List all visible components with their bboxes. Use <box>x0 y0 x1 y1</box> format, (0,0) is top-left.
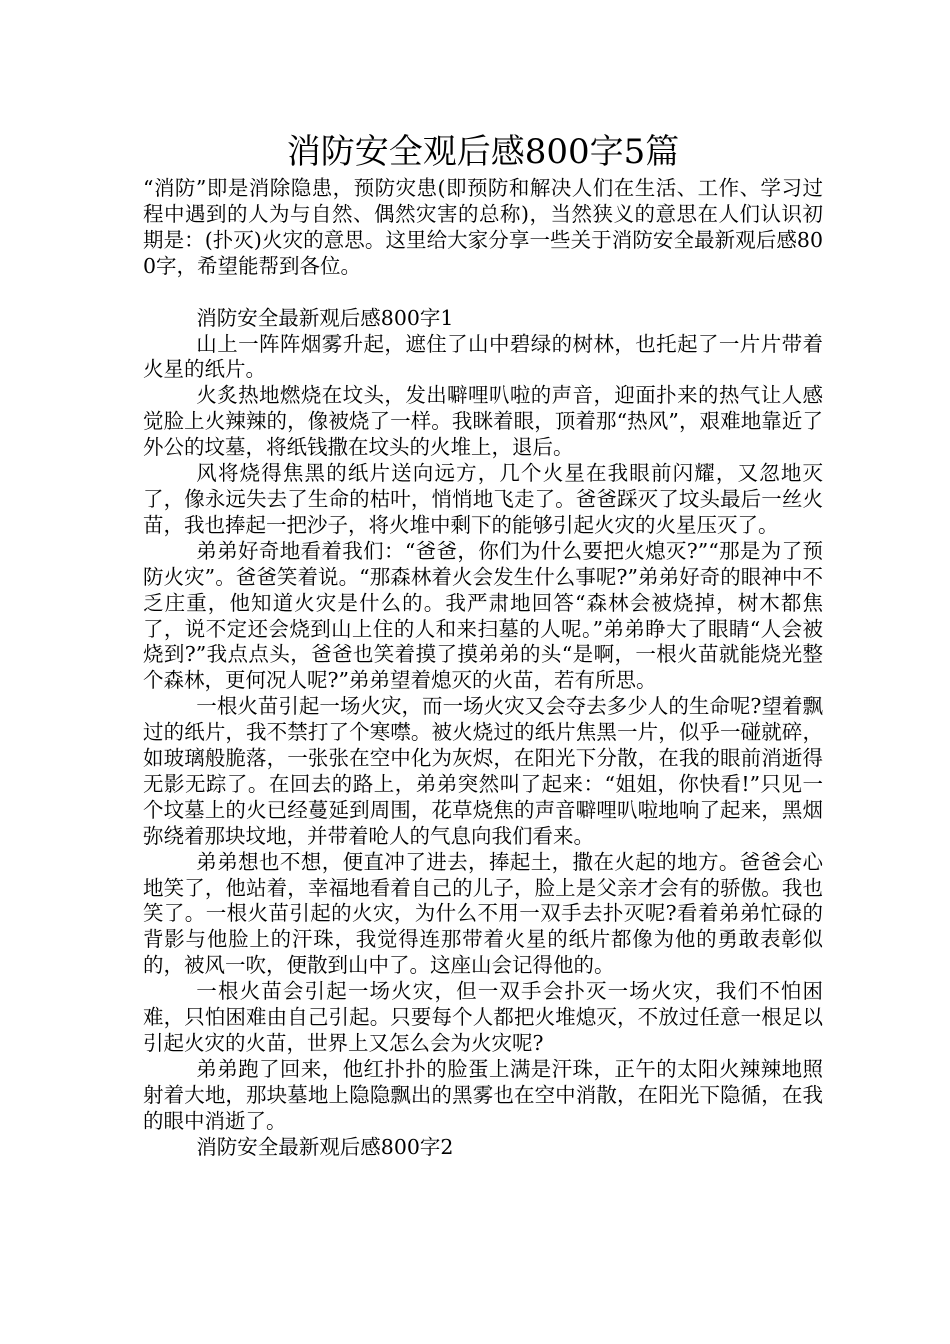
body-paragraph: 风将烧得焦黑的纸片送向远方，几个火星在我眼前闪耀，又忽地灭了，像永远失去了生命的枯叶，悄悄地飞走了。爸爸踩灭了坟头最后一丝火苗，我也捧起一把沙子，将火堆中剩下的能够引起火灾的火星压灭了。 <box>143 461 823 537</box>
intro-paragraph: “消防”即是消除隐患，预防灾患(即预防和解决人们在生活、工作、学习过程中遇到的人为与自然、偶然灾害的总称)，当然狭义的意思在人们认识初期是：(扑灭)火灾的意思。这里给大家分享一些关于消防安全最新观后感800字，希望能帮到各位。 <box>143 176 823 278</box>
document-page <box>143 130 823 1161</box>
body-paragraph: 火炙热地燃烧在坟头，发出噼哩叭啦的声音，迎面扑来的热气让人感觉脸上火辣辣的，像被烧了一样。我眯着眼，顶着那“热风”，艰难地靠近了外公的坟墓，将纸钱撒在坟头的火堆上，退后。 <box>143 383 823 460</box>
body-paragraph: 一根火苗引起一场火灾，而一场火灾又会夺去多少人的生命呢?望着飘过的纸片，我不禁打了个寒噤。被火烧过的纸片焦黑一片，似乎一碰就碎，如玻璃般脆落，一张张在空中化为灰烬，在阳光下分散，在我的眼前消逝得无影无踪了。在回去的路上，弟弟突然叫了起来：“姐姐，你快看!”只见一个坟墓上的火已经蔓延到周围，花草烧焦的声音噼哩叭啦地响了起来，黑烟弥绕着那块坟地，并带着呛人的气息向我们看来。 <box>143 694 823 848</box>
document-title: 消防安全观后感800字5篇 <box>286 132 680 172</box>
body-paragraph: 弟弟想也不想，便直冲了进去，捧起土，撒在火起的地方。爸爸会心地笑了，他站着，幸福地看着自己的儿子，脸上是父亲才会有的骄傲。我也笑了。一根火苗引起的火灾，为什么不用一双手去扑灭呢?看着弟弟忙碌的背影与他脸上的汗珠，我觉得连那带着火星的纸片都像为他的勇敢表彰似的，被风一吹，便散到山中了。这座山会记得他的。 <box>143 849 823 978</box>
body-paragraph: 弟弟好奇地看着我们：“爸爸，你们为什么要把火熄灭?”“那是为了预防火灾”。爸爸笑着说。“那森林着火会发生什么事呢?”弟弟好奇的眼神中不乏庄重，他知道火灾是什么的。我严肃地回答“森林会被烧掉，树木都焦了，说不定还会烧到山上住的人和来扫墓的人呢。”弟弟睁大了眼睛“人会被烧到?”我点点头，爸爸也笑着摸了摸弟弟的头“是啊，一根火苗就能烧光整个森林，更何况人呢?”弟弟望着熄灭的火苗，若有所思。 <box>143 538 823 693</box>
body-paragraph: 一根火苗会引起一场火灾，但一双手会扑灭一场火灾，我们不怕困难，只怕困难由自己引起。只要每个人都把火堆熄灭，不放过任意一根足以引起火灾的火苗，世界上又怎么会为火灾呢? <box>143 979 823 1055</box>
body-paragraph: 山上一阵阵烟雾升起，遮住了山中碧绿的树林，也托起了一片片带着火星的纸片。 <box>143 331 823 382</box>
section-heading-2: 消防安全最新观后感800字2 <box>196 1134 454 1159</box>
body-paragraph: 弟弟跑了回来，他红扑扑的脸蛋上满是汗珠，正午的太阳火辣辣地照射着大地，那块墓地上隐隐飘出的黑雾也在空中消散，在阳光下隐循，在我的眼中消逝了。 <box>143 1056 823 1133</box>
section-heading-1: 消防安全最新观后感800字1 <box>196 305 454 330</box>
